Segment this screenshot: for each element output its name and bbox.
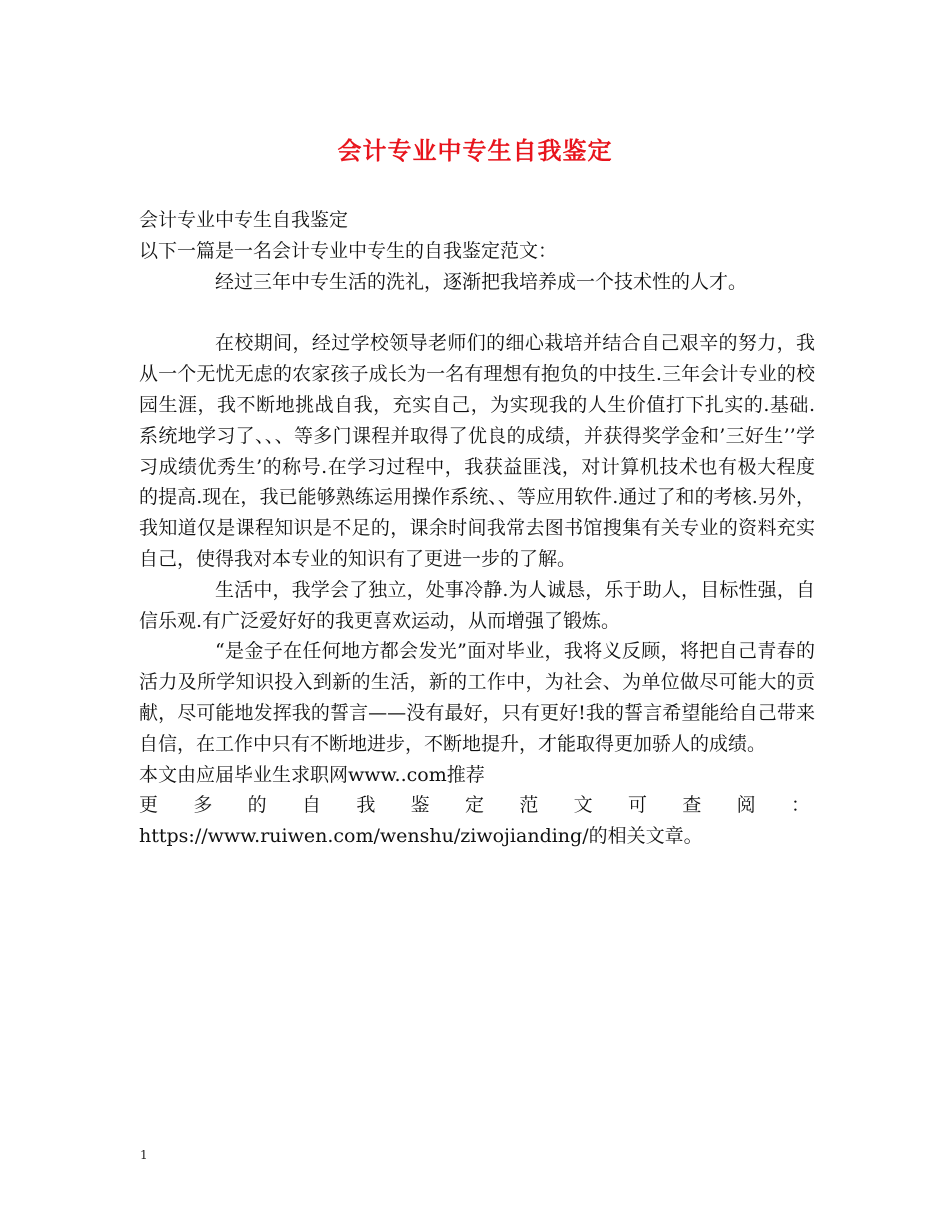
document-title: 会计专业中专生自我鉴定	[337, 136, 613, 165]
document-subtitle: 会计专业中专生自我鉴定	[139, 209, 349, 231]
more-articles-prefix: 更多的自我鉴定范文可查阅：	[139, 794, 815, 817]
source-note: 本文由应届毕业生求职网www..com推荐	[139, 763, 485, 786]
document-body	[139, 205, 815, 852]
paragraph-3: 生活中，我学会了独立，处事冷静.为人诚恳，乐于助人，目标性强，自信乐观.有广泛爱好好的我更喜欢运动，从而增强了锻炼。	[139, 578, 815, 632]
page-number: 1	[140, 1148, 148, 1162]
paragraph-1: 经过三年中专生活的洗礼，逐渐把我培养成一个技术性的人才。	[215, 270, 748, 293]
more-articles-link[interactable]: https://www.ruiwen.com/wenshu/ziwojianding/	[139, 825, 589, 848]
intro-line: 以下一篇是一名会计专业中专生的自我鉴定范文：	[139, 239, 558, 262]
paragraph-2: 在校期间，经过学校领导老师们的细心栽培并结合自己艰辛的努力，我从一个无忧无虑的农家孩子成长为一名有理想有抱负的中技生.三年会计专业的校园生涯，我不断地挑战自我，充实自己，为实现我的人生价值打下扎实的.基础.系统地学习了、、、等多门课程并取得了优良的成绩，并获得奖学金和’三好生’’学习成绩优秀生’的称号.在学习过程中，我获益匪浅，对计算机技术也有极大程度的提高.现在，我已能够熟练运用操作系统、、等应用软件.通过了和的考核.另外，我知道仅是课程知识是不足的，课余时间我常去图书馆搜集有关专业的资料充实自己，使得我对本专业的知识有了更进一步的了解。	[139, 332, 815, 570]
more-articles-suffix: 的相关文章。	[588, 825, 703, 848]
more-articles-note	[139, 790, 815, 852]
paragraph-4: “是金子在任何地方都会发光”面对毕业，我将义反顾，将把自己青春的活力及所学知识投入到新的生活，新的工作中，为社会、为单位做尽可能大的贡献，尽可能地发挥我的誓言——没有最好，只有更好!我的誓言希望能给自己带来自信，在工作中只有不断地进步，不断地提升，才能取得更加骄人的成绩。	[139, 640, 815, 755]
